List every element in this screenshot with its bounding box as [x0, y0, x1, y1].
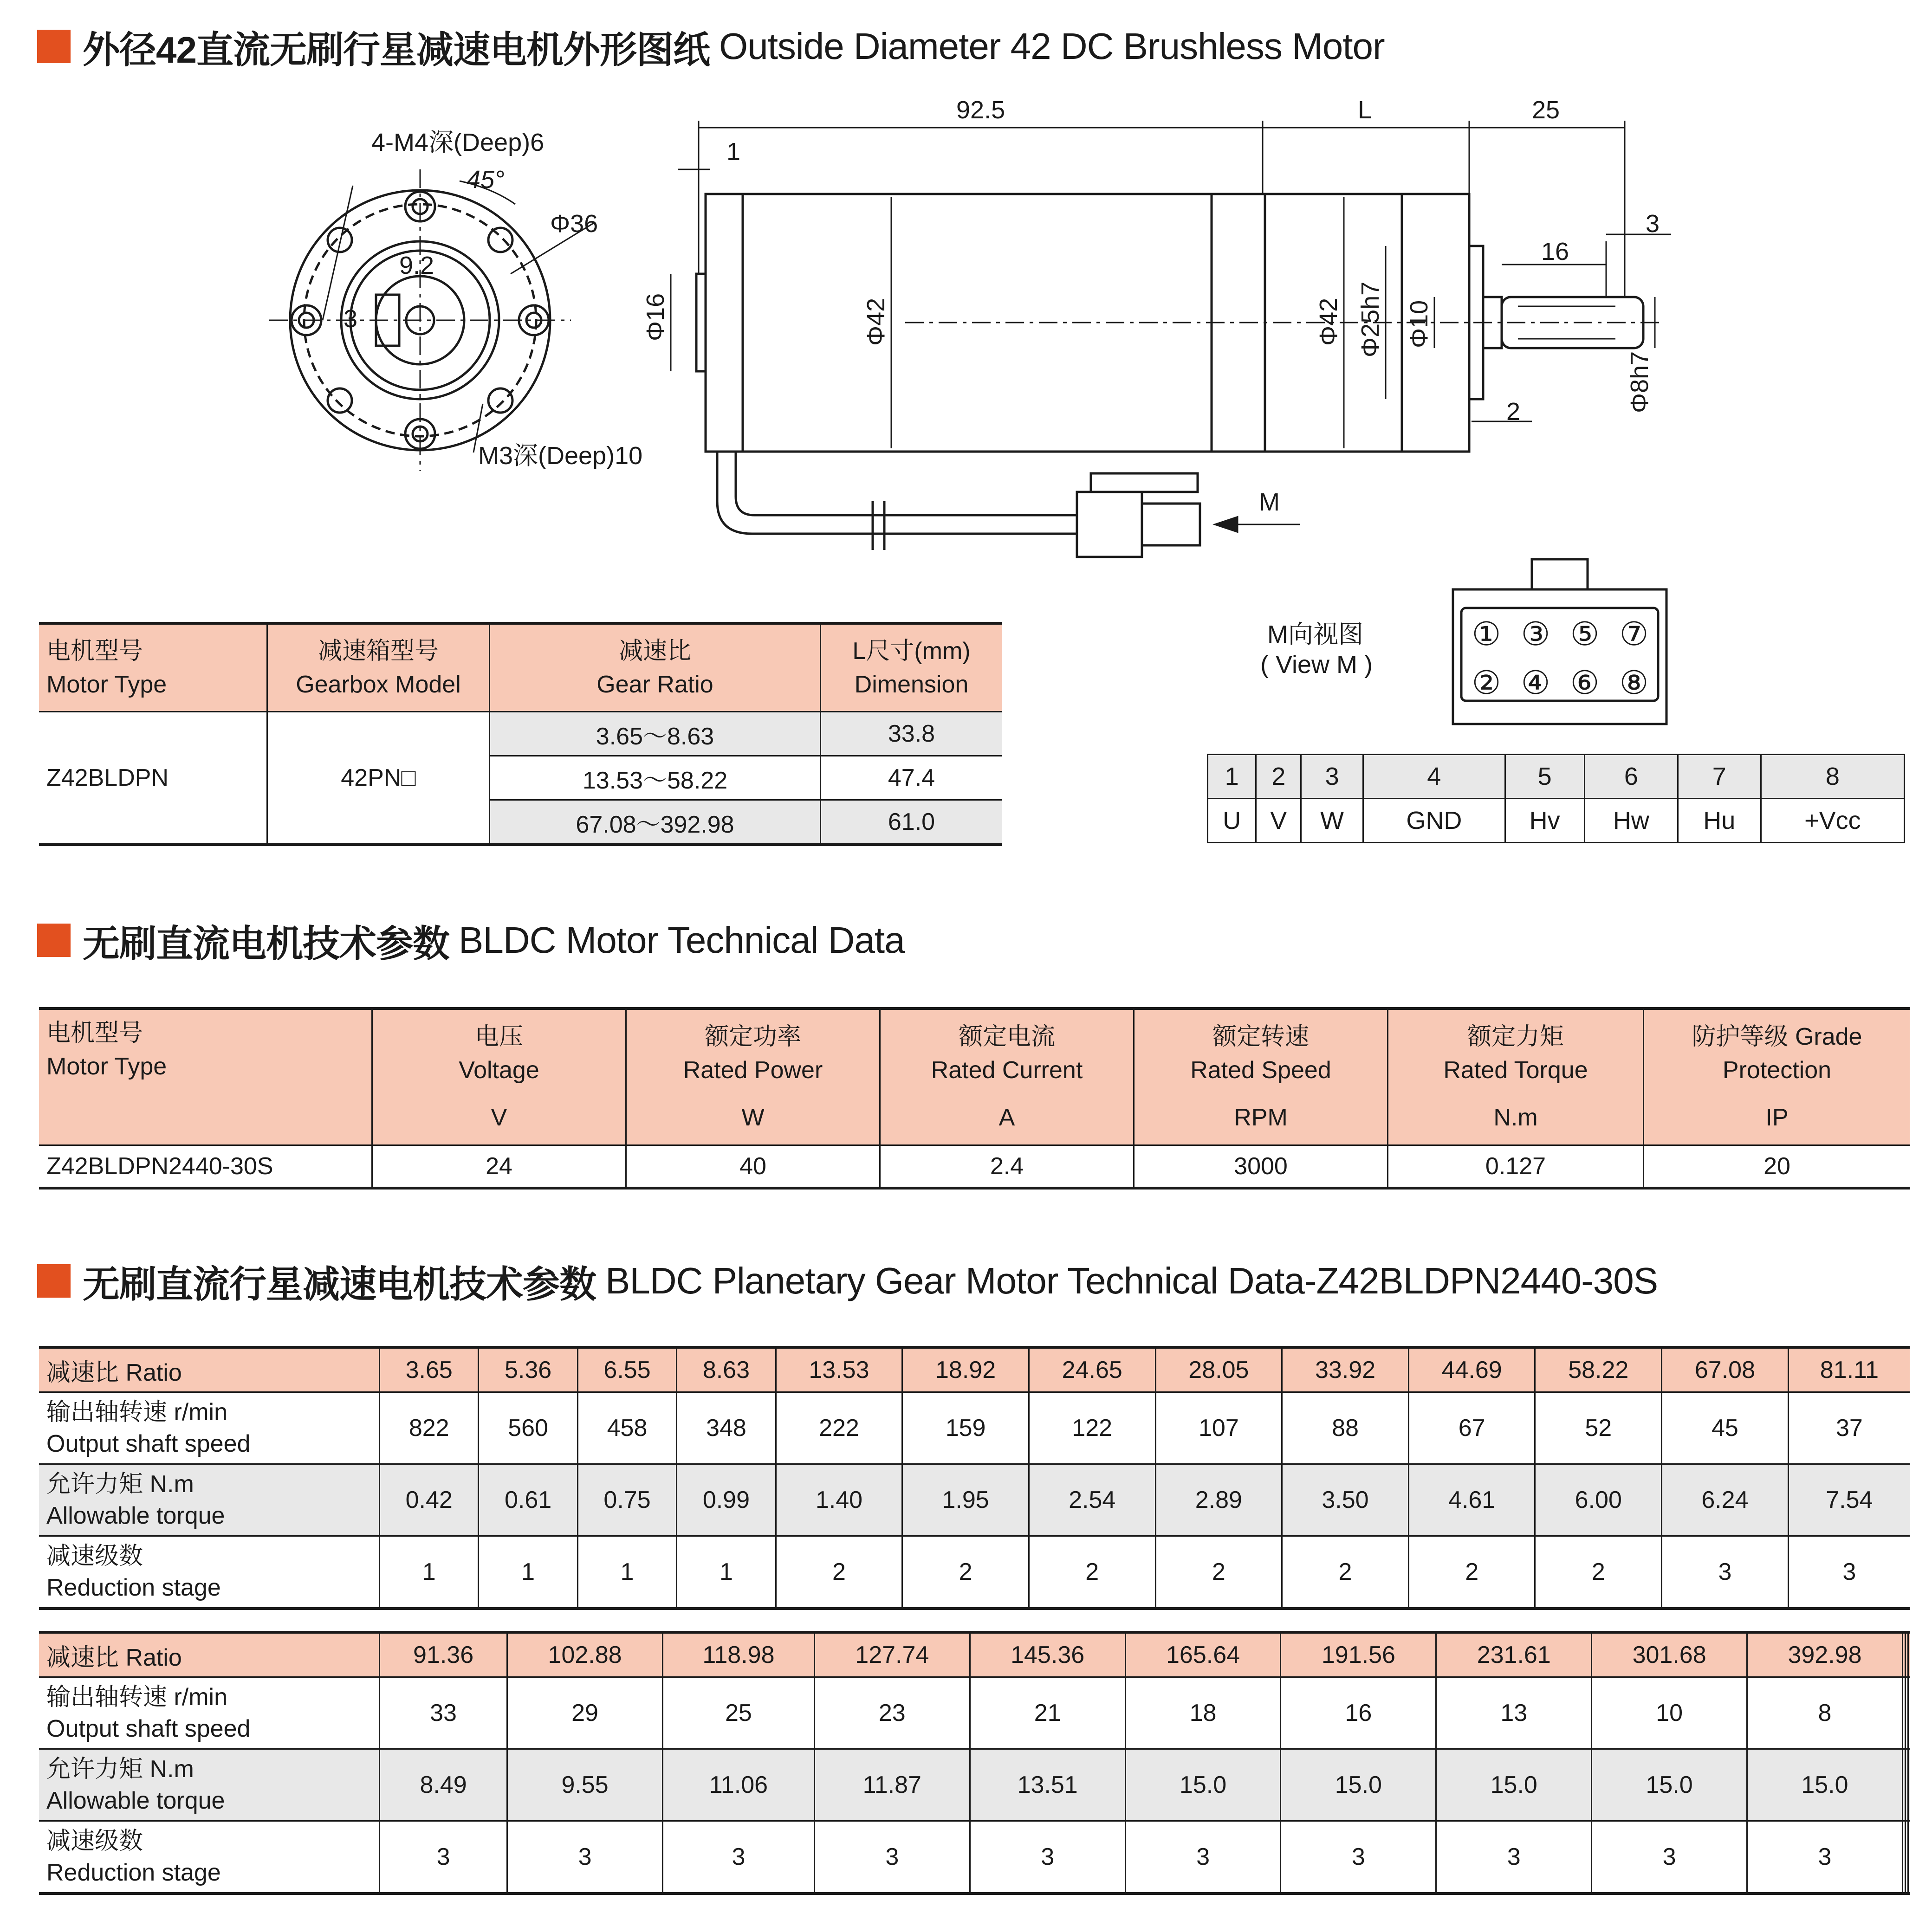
torque-cell: 7.54: [1788, 1464, 1910, 1536]
speed-cell: 348: [677, 1392, 776, 1464]
ratio-cell: 145.36: [970, 1632, 1125, 1677]
speed-cell: 67: [1408, 1392, 1535, 1464]
motor-model-cell: Z42BLDPN2440-30S: [39, 1145, 372, 1188]
stage-cell: 2: [1408, 1536, 1535, 1609]
section-title-planetary: [37, 1258, 1658, 1304]
speed-cell: 23: [814, 1677, 970, 1749]
section-marker: [37, 924, 71, 957]
header-voltage: 电压 Voltage V: [372, 1008, 626, 1145]
voltage-cell: 24: [372, 1145, 626, 1188]
connector-pin-3: ③: [1521, 616, 1550, 652]
dim-9-2-label: 9.2: [399, 252, 434, 279]
phi36-label: Φ36: [550, 210, 598, 238]
speed-cell: 3000: [1134, 1145, 1388, 1188]
torque-cell: 3.50: [1282, 1464, 1409, 1536]
stage-cell: 1: [677, 1536, 776, 1609]
pin-number: 7: [1678, 755, 1761, 799]
ratio-cell: 81.11: [1788, 1347, 1910, 1392]
ratio-cell: 191.56: [1281, 1632, 1436, 1677]
ratio-cell: 24.65: [1029, 1347, 1155, 1392]
speed-row: [39, 1677, 1910, 1749]
pin-signal: U: [1208, 799, 1256, 843]
stage-cell: 3: [1592, 1821, 1747, 1894]
section-title-bldc: [37, 917, 905, 963]
row-label: 减速级数 Reduction stage: [39, 1536, 380, 1609]
stage-cell: 3: [662, 1821, 814, 1894]
row-label: 减速级数 Reduction stage: [39, 1821, 380, 1894]
dim-2-label: 2: [1506, 398, 1521, 426]
pin-number: 3: [1301, 755, 1363, 799]
phi8h7-label: Φ8h7: [1626, 351, 1653, 413]
pin-signal: W: [1301, 799, 1363, 843]
header-rated-power: 额定功率 Rated Power W: [626, 1008, 880, 1145]
dim-16-label: 16: [1541, 238, 1569, 265]
speed-cell: [1908, 1677, 1910, 1749]
speed-cell: 88: [1282, 1392, 1409, 1464]
stage-cell: 3: [1788, 1536, 1910, 1609]
torque-cell: 11.06: [662, 1749, 814, 1821]
stage-cell: 3: [814, 1821, 970, 1894]
gear-data-table-2: [39, 1631, 1910, 1895]
speed-cell: 45: [1662, 1392, 1789, 1464]
arrow-m-label: M: [1259, 488, 1280, 516]
header-gear-ratio: 减速比 Gear Ratio: [490, 623, 821, 712]
dim-1-label: 1: [726, 138, 741, 166]
dim-3-shaft-label: 3: [1646, 210, 1660, 238]
row-label: 允许力矩 N.m Allowable torque: [39, 1749, 380, 1821]
stage-cell: 3: [1436, 1821, 1592, 1894]
torque-row: [39, 1464, 1910, 1536]
speed-cell: 822: [380, 1392, 479, 1464]
header-dimension: L尺寸(mm) Dimension: [821, 623, 1002, 712]
dim-25-label: 25: [1532, 96, 1560, 124]
ratio-cell: [1908, 1632, 1910, 1677]
stage-cell: 2: [902, 1536, 1029, 1609]
connector-pin-8: ⑧: [1619, 665, 1649, 701]
stage-cell: 3: [507, 1821, 663, 1894]
pin-signal: Hu: [1678, 799, 1761, 843]
section-title-en: BLDC Planetary Gear Motor Technical Data-Z42BLDPN2440-30S: [605, 1260, 1658, 1301]
ratio-cell: 13.53: [776, 1347, 902, 1392]
speed-row: [39, 1392, 1910, 1464]
torque-cell: 4.61: [1408, 1464, 1535, 1536]
connector-pin-5: ⑤: [1570, 616, 1600, 652]
ratio-range-cell: 3.65～8.63: [490, 712, 821, 756]
header-motor-type: 电机型号 Motor Type: [39, 623, 267, 712]
speed-cell: 21: [970, 1677, 1125, 1749]
ratio-cell: 18.92: [902, 1347, 1029, 1392]
hole-spec-label: 4-M4深(Deep)6: [371, 129, 545, 156]
torque-cell: 0.75: [577, 1464, 676, 1536]
torque-cell: 15.0: [1281, 1749, 1436, 1821]
phi16-label: Φ16: [642, 293, 669, 341]
view-m-cn-label: M向视图: [1267, 621, 1363, 648]
pin-signal: Hw: [1584, 799, 1678, 843]
pin-signal: GND: [1363, 799, 1505, 843]
stage-cell: 3: [1662, 1536, 1789, 1609]
speed-cell: 107: [1155, 1392, 1282, 1464]
section-marker: [37, 1264, 71, 1298]
ratio-cell: 58.22: [1535, 1347, 1662, 1392]
stage-cell: 2: [1155, 1536, 1282, 1609]
stage-cell: 1: [380, 1536, 479, 1609]
speed-cell: 52: [1535, 1392, 1662, 1464]
stage-cell: 3: [1747, 1821, 1903, 1894]
speed-cell: 159: [902, 1392, 1029, 1464]
dimension-table: [39, 622, 1002, 846]
torque-cell: 0.127: [1388, 1145, 1644, 1188]
pin-signal: +Vcc: [1761, 799, 1904, 843]
section-title-outline: [37, 23, 1385, 70]
ratio-cell: 231.61: [1436, 1632, 1592, 1677]
torque-cell: 11.87: [814, 1749, 970, 1821]
torque-cell: 15.0: [1592, 1749, 1747, 1821]
pin-number: 1: [1208, 755, 1256, 799]
stage-cell: 2: [776, 1536, 902, 1609]
stage-row: [39, 1536, 1910, 1609]
stage-cell: 1: [577, 1536, 676, 1609]
connector-body: [1077, 492, 1142, 557]
ratio-cell: 8.63: [677, 1347, 776, 1392]
torque-cell: 15.0: [1747, 1749, 1903, 1821]
torque-cell: 1.95: [902, 1464, 1029, 1536]
dim-3-front-label: 3: [344, 305, 358, 333]
stage-cell: 3: [1125, 1821, 1281, 1894]
ratio-cell: 6.55: [577, 1347, 676, 1392]
stage-row: [39, 1821, 1910, 1894]
ratio-cell: 301.68: [1592, 1632, 1747, 1677]
speed-cell: 25: [662, 1677, 814, 1749]
phi42-body-label: Φ42: [862, 297, 890, 346]
dim-92-5-label: 92.5: [956, 96, 1005, 124]
ratio-cell: 127.74: [814, 1632, 970, 1677]
dimension-cell: 47.4: [821, 756, 1002, 800]
ratio-cell: 28.05: [1155, 1347, 1282, 1392]
speed-cell: 13: [1436, 1677, 1592, 1749]
ratio-range-cell: 67.08～392.98: [490, 800, 821, 845]
row-label: 输出轴转速 r/min Output shaft speed: [39, 1677, 380, 1749]
phi25h7-label: Φ25h7: [1356, 281, 1384, 357]
pin-signal: V: [1256, 799, 1301, 843]
speed-cell: 122: [1029, 1392, 1155, 1464]
pin-signal: Hv: [1505, 799, 1584, 843]
dimension-cell: 33.8: [821, 712, 1002, 756]
stage-cell: 2: [1535, 1536, 1662, 1609]
section-title-en: Outside Diameter 42 DC Brushless Motor: [719, 26, 1385, 67]
section-title-cn: 外径42直流无刷行星减速电机外形图纸: [83, 29, 710, 71]
stage-cell: 2: [1029, 1536, 1155, 1609]
speed-cell: 29: [507, 1677, 663, 1749]
m3-hole-label: M3深(Deep)10: [478, 442, 643, 470]
pin-number: 2: [1256, 755, 1301, 799]
torque-cell: 0.61: [479, 1464, 577, 1536]
torque-cell: 15.0: [1436, 1749, 1592, 1821]
stage-cell: 1: [479, 1536, 577, 1609]
pinout-table: [1207, 754, 1905, 843]
view-m-en-label: ( View M ): [1260, 651, 1373, 679]
pin-number: 6: [1584, 755, 1678, 799]
speed-cell: 458: [577, 1392, 676, 1464]
ratio-cell: 102.88: [507, 1632, 663, 1677]
motor-type-cell: Z42BLDPN: [39, 712, 267, 845]
header-rated-current: 额定电流 Rated Current A: [880, 1008, 1134, 1145]
speed-cell: 18: [1125, 1677, 1281, 1749]
speed-cell: 33: [380, 1677, 507, 1749]
ratio-cell: 91.36: [380, 1632, 507, 1677]
torque-cell: [1908, 1749, 1910, 1821]
ratio-range-cell: 13.53～58.22: [490, 756, 821, 800]
phi42-gear-label: Φ42: [1315, 297, 1342, 346]
connector-pin-6: ⑥: [1570, 665, 1600, 701]
ratio-cell: 118.98: [662, 1632, 814, 1677]
pin-number: 5: [1505, 755, 1584, 799]
connector-pin-7: ⑦: [1619, 616, 1649, 652]
section-title-en: BLDC Motor Technical Data: [459, 919, 905, 961]
protection-cell: 20: [1644, 1145, 1910, 1188]
header-protection: 防护等级 Grade Protection IP: [1644, 1008, 1910, 1145]
gear-data-table-1: [39, 1346, 1910, 1610]
power-cell: 40: [626, 1145, 880, 1188]
stage-cell: 2: [1282, 1536, 1409, 1609]
connector-pin-2: ②: [1472, 665, 1501, 701]
header-rated-torque: 额定力矩 Rated Torque N.m: [1388, 1008, 1644, 1145]
stage-cell: [1908, 1821, 1910, 1894]
speed-cell: 16: [1281, 1677, 1436, 1749]
angle-label: 45°: [467, 166, 505, 194]
motor-cable: [717, 452, 1077, 534]
torque-cell: 6.00: [1535, 1464, 1662, 1536]
connector-face: [1453, 589, 1666, 724]
dimension-cell: 61.0: [821, 800, 1002, 845]
torque-cell: 0.99: [677, 1464, 776, 1536]
stage-cell: 3: [380, 1821, 507, 1894]
row-label: 减速比 Ratio: [39, 1632, 380, 1677]
gearbox-model-cell: 42PN□: [267, 712, 490, 845]
speed-cell: 222: [776, 1392, 902, 1464]
ratio-cell: 44.69: [1408, 1347, 1535, 1392]
torque-row: [39, 1749, 1910, 1821]
ratio-cell: 392.98: [1747, 1632, 1903, 1677]
speed-cell: 560: [479, 1392, 577, 1464]
pin-number: 8: [1761, 755, 1904, 799]
speed-cell: 8: [1747, 1677, 1903, 1749]
torque-cell: 15.0: [1125, 1749, 1281, 1821]
ratio-row: [39, 1632, 1910, 1677]
torque-cell: 2.54: [1029, 1464, 1155, 1536]
header-gearbox-model: 减速箱型号 Gearbox Model: [267, 623, 490, 712]
torque-cell: 1.40: [776, 1464, 902, 1536]
header-motor-type: 电机型号 Motor Type: [39, 1008, 372, 1145]
section-title-cn: 无刷直流电机技术参数: [83, 923, 449, 964]
ratio-cell: 3.65: [380, 1347, 479, 1392]
ratio-row: [39, 1347, 1910, 1392]
motor-tech-table: [39, 1007, 1910, 1189]
ratio-cell: 67.08: [1662, 1347, 1789, 1392]
row-label: 输出轴转速 r/min Output shaft speed: [39, 1392, 380, 1464]
torque-cell: 9.55: [507, 1749, 663, 1821]
ratio-cell: 33.92: [1282, 1347, 1409, 1392]
ratio-cell: 165.64: [1125, 1632, 1281, 1677]
connector-pin-1: ①: [1472, 616, 1501, 652]
header-rated-speed: 额定转速 Rated Speed RPM: [1134, 1008, 1388, 1145]
torque-cell: 0.42: [380, 1464, 479, 1536]
current-cell: 2.4: [880, 1145, 1134, 1188]
torque-cell: 13.51: [970, 1749, 1125, 1821]
torque-cell: 6.24: [1662, 1464, 1789, 1536]
pin-number: 4: [1363, 755, 1505, 799]
row-label: 允许力矩 N.m Allowable torque: [39, 1464, 380, 1536]
section-marker: [37, 30, 71, 63]
speed-cell: 10: [1592, 1677, 1747, 1749]
torque-cell: 2.89: [1155, 1464, 1282, 1536]
section-title-cn: 无刷直流行星减速电机技术参数: [83, 1263, 596, 1305]
connector-pin-4: ④: [1521, 665, 1550, 701]
torque-cell: 8.49: [380, 1749, 507, 1821]
stage-cell: 3: [970, 1821, 1125, 1894]
row-label: 减速比 Ratio: [39, 1347, 380, 1392]
phi10-label: Φ10: [1405, 300, 1433, 348]
speed-cell: 37: [1788, 1392, 1910, 1464]
dim-L-label: L: [1358, 96, 1372, 124]
stage-cell: 3: [1281, 1821, 1436, 1894]
ratio-cell: 5.36: [479, 1347, 577, 1392]
